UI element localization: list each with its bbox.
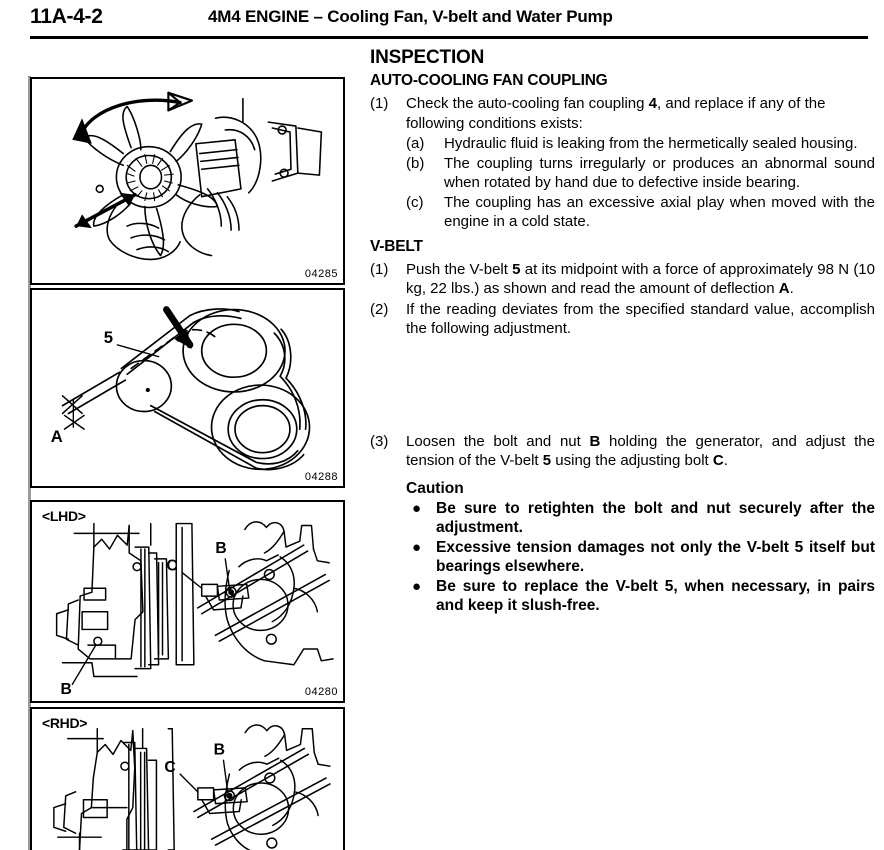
substep-coupling-a <box>406 134 875 154</box>
bullet-icon: ● <box>412 538 422 556</box>
instruction-column <box>370 47 875 616</box>
step-text-part-2: at its midpoint with a force of approximately 98 N (10 kg, 22 lbs.) as shown and read the amount of deflection <box>406 260 875 297</box>
figure-code: 04285 <box>304 268 338 280</box>
vbelt-routing-figure <box>30 288 345 488</box>
rhd-generator-figure <box>30 707 345 850</box>
figure-label-b-left: B <box>60 681 72 699</box>
step-vbelt-2 <box>370 300 875 339</box>
step-text-part-1: Check the auto-cooling fan coupling <box>406 95 649 112</box>
callout-ref-4: 4 <box>648 95 658 112</box>
figure-label-5: 5 <box>103 327 113 347</box>
column-spacer <box>370 340 875 432</box>
vbelt-routing-illustration <box>32 290 343 486</box>
figure-label-c: C <box>166 557 178 575</box>
page-title-dash: – <box>308 7 328 26</box>
section-heading-inspection: INSPECTION <box>370 47 485 68</box>
step-text-part-1: Loosen the bolt and nut <box>406 432 590 450</box>
subsection-heading-vbelt: V-BELT <box>370 237 423 255</box>
figure-label-b: B <box>213 741 226 759</box>
figure-tag-rhd: <RHD> <box>42 715 88 731</box>
figure-code: 04280 <box>304 686 338 698</box>
step-text-part-2: , and replace if any of the following conditions exists: <box>406 95 826 132</box>
step-text-part-4: . <box>723 452 728 469</box>
step-marker: (2) <box>370 300 389 318</box>
caution-text: Be sure to replace the V-belt 5, when necessary, in pairs and keep it slush-free. <box>436 577 875 614</box>
figure-code: 04288 <box>304 471 338 483</box>
subsection-heading-fan-coupling: AUTO-COOLING FAN COUPLING <box>370 72 608 89</box>
step-text-part-3: . <box>789 280 794 297</box>
step-coupling-1 <box>370 94 875 133</box>
substep-marker: (b) <box>406 154 425 172</box>
step-vbelt-1 <box>370 260 875 299</box>
step-marker: (1) <box>370 95 389 112</box>
lhd-generator-illustration <box>32 502 343 701</box>
fan-coupling-figure <box>30 77 345 285</box>
callout-ref-5: 5 <box>512 260 521 278</box>
callout-ref-b: B <box>589 432 601 450</box>
callout-ref-c: C <box>712 452 724 469</box>
figure-tag-lhd: <LHD> <box>42 508 86 524</box>
substep-coupling-b <box>406 154 875 193</box>
substep-text: The coupling has an excessive axial play when moved with the engine in a cold state. <box>444 193 875 230</box>
substep-coupling-c <box>406 193 875 232</box>
page-title-model: 4M4 ENGINE <box>208 7 309 26</box>
lhd-generator-figure <box>30 500 345 703</box>
page-number: 11A-4-2 <box>30 5 103 28</box>
substep-text: The coupling turns irregularly or produces an abnormal sound when rotated by hand due to defective inside bearing. <box>444 154 875 191</box>
figure-label-c: C <box>164 759 176 777</box>
step-marker: (1) <box>370 260 389 278</box>
step-marker: (3) <box>370 432 389 450</box>
step-text-part-1: Push the V-belt <box>406 260 513 278</box>
step-text-part-3: using the adjusting bolt <box>551 452 713 469</box>
caution-item <box>406 499 875 538</box>
page-title <box>208 7 613 27</box>
caution-item <box>406 538 875 577</box>
bullet-icon: ● <box>412 499 422 517</box>
figure-label-b-right: B <box>215 539 227 557</box>
substep-marker: (a) <box>406 135 425 152</box>
page-header <box>0 0 884 44</box>
bullet-icon: ● <box>412 577 422 595</box>
substep-text: Hydraulic fluid is leaking from the hermetically sealed housing. <box>444 135 858 152</box>
page-title-subject: Cooling Fan, V-belt and Water Pump <box>327 7 613 26</box>
step-vbelt-3 <box>370 432 875 471</box>
fan-coupling-illustration <box>32 79 343 283</box>
caution-text: Excessive tension damages not only the V-belt 5 itself but bearings elsewhere. <box>436 538 875 575</box>
callout-ref-5: 5 <box>542 452 552 469</box>
caution-text: Be sure to retighten the bolt and nut securely after the adjustment. <box>436 499 875 536</box>
substep-marker: (c) <box>406 193 424 211</box>
step-text: If the reading deviates from the specified standard value, accomplish the following adjustment. <box>406 300 875 337</box>
callout-ref-a: A <box>778 280 790 297</box>
figure-label-a: A <box>50 426 63 446</box>
step-text-part-2: holding the generator, and adjust the tension of the V-belt <box>406 432 875 469</box>
header-divider <box>30 36 868 39</box>
rhd-generator-illustration <box>32 709 343 850</box>
caution-heading: Caution <box>406 479 464 497</box>
caution-item <box>406 577 875 616</box>
